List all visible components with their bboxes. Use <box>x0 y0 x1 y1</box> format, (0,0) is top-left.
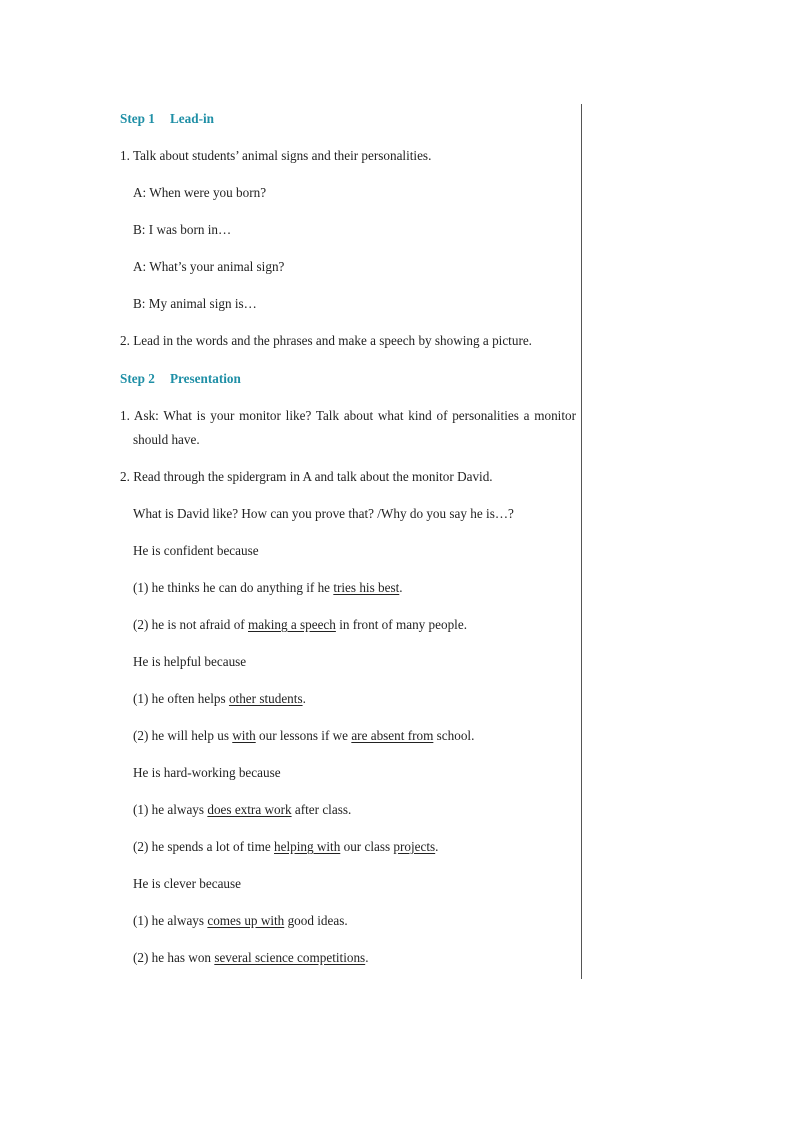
underlined-phrase: several science competitions <box>214 950 366 965</box>
step2-heading <box>120 367 576 391</box>
question-line: What is David like? How can you prove that? /Why do you say he is…? <box>133 506 514 521</box>
step1-label: Step 1 <box>120 111 155 126</box>
trait-heading-clever: He is clever because <box>133 876 242 891</box>
reason-line: (2) he spends a lot of time helping with our class projects. <box>133 839 439 854</box>
reason-line: (1) he often helps other students. <box>133 691 306 706</box>
table-border-line <box>581 104 582 979</box>
underlined-phrase: making a speech <box>248 617 336 632</box>
underlined-phrase: with <box>232 728 256 743</box>
underlined-phrase: projects <box>393 839 436 854</box>
underlined-phrase: comes up with <box>207 913 285 928</box>
step1-title: Lead-in <box>170 111 214 126</box>
step2-item1: 1. Ask: What is your monitor like? Talk about what kind of personalities a monitor should have. <box>120 408 576 447</box>
step2-label: Step 2 <box>120 371 155 386</box>
reason-line: (1) he thinks he can do anything if he tries his best. <box>133 580 403 595</box>
trait-heading-helpful: He is helpful because <box>133 654 247 669</box>
underlined-phrase: other students <box>228 691 303 706</box>
step1-item1: 1. Talk about students’ animal signs and their personalities. <box>120 148 432 163</box>
dialogue-line: A: What’s your animal sign? <box>133 259 285 274</box>
reason-line: (2) he has won several science competitions. <box>133 950 369 965</box>
reason-line: (1) he always comes up with good ideas. <box>133 913 348 928</box>
underlined-phrase: tries his best <box>333 580 400 595</box>
reason-line: (2) he is not afraid of making a speech in front of many people. <box>133 617 467 632</box>
dialogue-line: B: My animal sign is… <box>133 296 257 311</box>
underlined-phrase: does extra work <box>207 802 292 817</box>
step1-item2: 2. Lead in the words and the phrases and make a speech by showing a picture. <box>120 333 532 348</box>
dialogue-line: A: When were you born? <box>133 185 267 200</box>
lesson-content <box>120 106 576 970</box>
reason-line: (1) he always does extra work after class. <box>133 802 352 817</box>
step2-title: Presentation <box>170 371 241 386</box>
trait-heading-confident: He is confident because <box>133 543 259 558</box>
trait-heading-hardworking: He is hard-working because <box>133 765 281 780</box>
reason-line: (2) he will help us with our lessons if we are absent from school. <box>133 728 475 743</box>
step2-item2: 2. Read through the spidergram in A and talk about the monitor David. <box>120 469 493 484</box>
dialogue-line: B: I was born in… <box>133 222 232 237</box>
underlined-phrase: helping with <box>274 839 341 854</box>
step1-heading <box>120 107 576 131</box>
underlined-phrase: are absent from <box>351 728 434 743</box>
